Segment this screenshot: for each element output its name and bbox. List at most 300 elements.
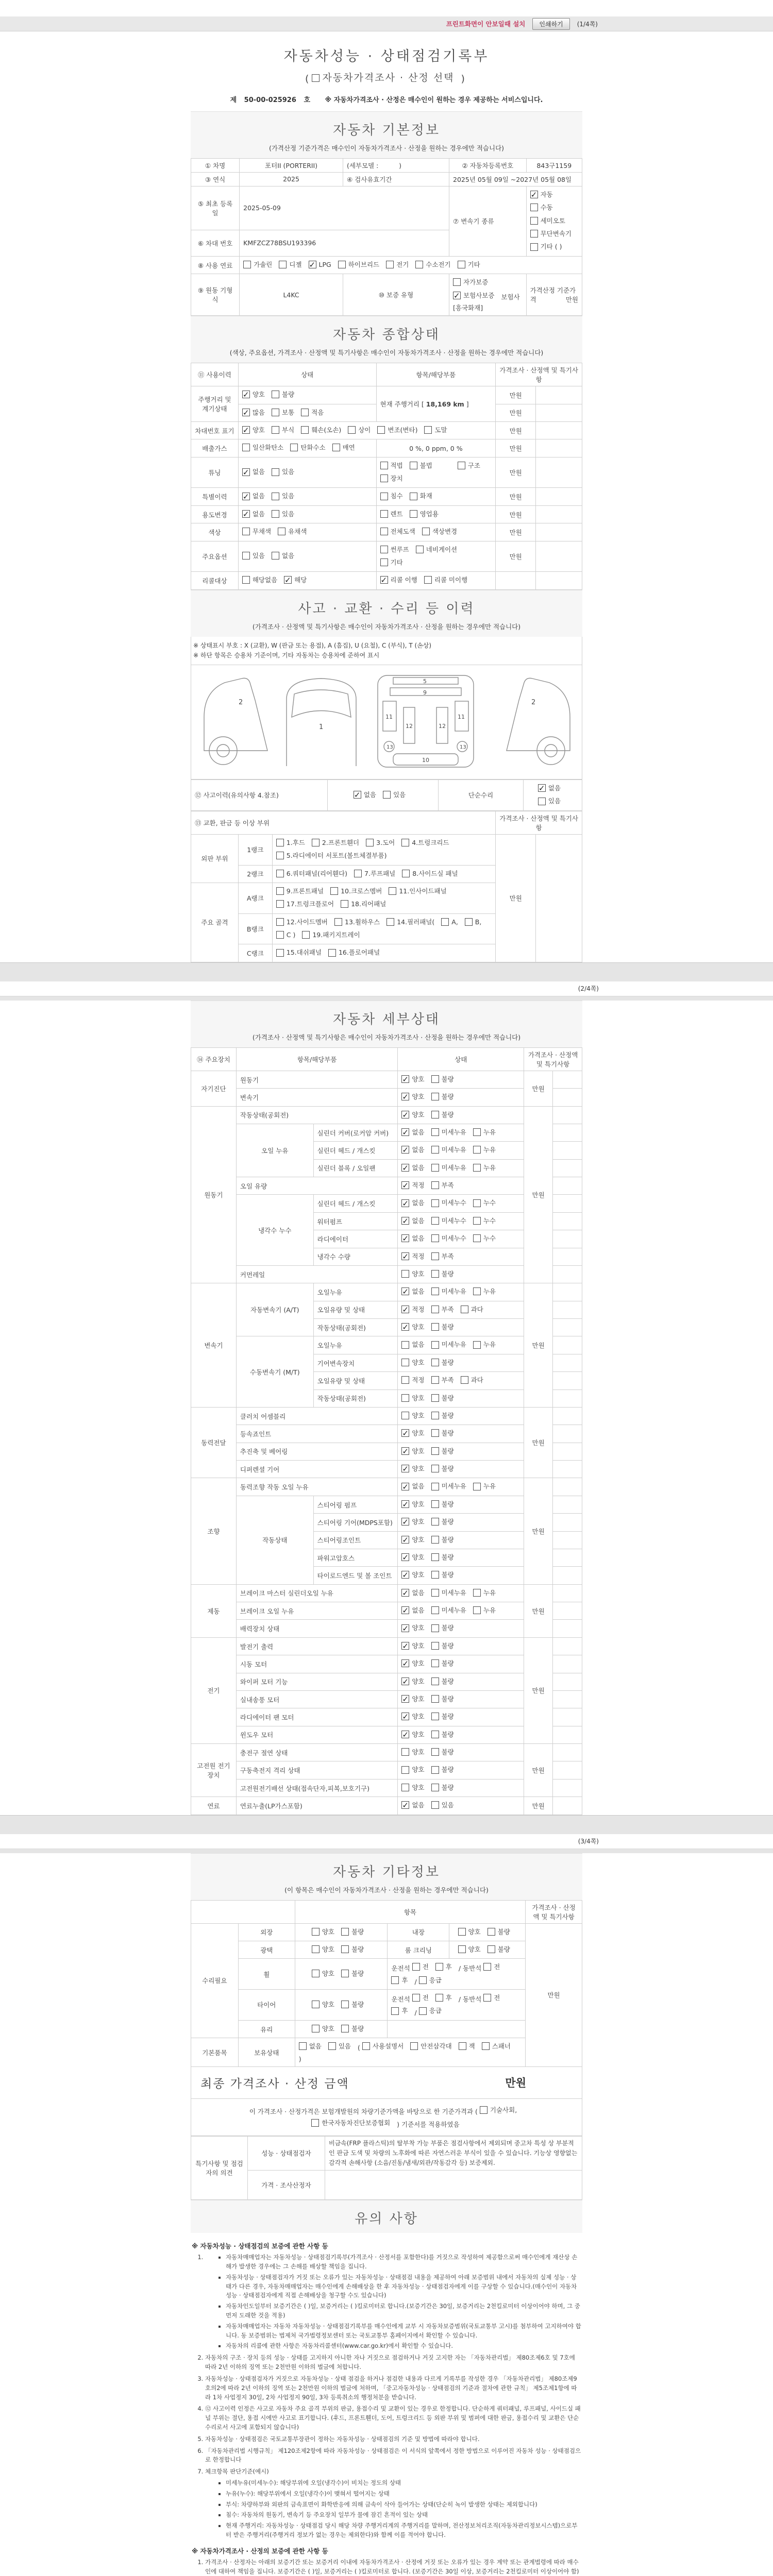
unchecked-checkbox-icon bbox=[312, 74, 320, 82]
row-color: 색상 무채색 유채색 전체도색 색상변경 만원 bbox=[191, 523, 582, 541]
checkbox-option bbox=[401, 1410, 424, 1421]
checkbox-option bbox=[412, 1961, 429, 1972]
state-options bbox=[398, 1195, 524, 1212]
option-label: 양호 bbox=[412, 1535, 425, 1544]
checkbox-option bbox=[431, 1782, 454, 1793]
section-subtitle: (색상, 주요옵션, 가격조사 · 산정액 및 특기사항은 매수인이 자동차가격조사 · 산정을 원하는 경우에만 적습니다) bbox=[229, 349, 544, 357]
option-label: 적음 bbox=[311, 408, 324, 416]
row-usage-change: 용도변경 ✓ 없음 있음 렌트 영업용 만원 bbox=[191, 505, 582, 523]
item-label: 브레이크 오일 누유 bbox=[236, 1602, 398, 1620]
section-detail bbox=[191, 1001, 582, 1047]
option-label: 양호 bbox=[412, 1518, 425, 1526]
checkbox-option bbox=[431, 1393, 454, 1403]
state-options bbox=[398, 1089, 524, 1106]
unchecked-checkbox-icon bbox=[380, 528, 388, 535]
unchecked-checkbox-icon bbox=[383, 791, 391, 799]
state-options bbox=[398, 1407, 524, 1425]
price-unit: 만원 bbox=[524, 1283, 553, 1408]
option-label: 있음 bbox=[282, 492, 295, 500]
option-label: 없음 bbox=[412, 1606, 425, 1615]
checked-checkbox-icon bbox=[309, 261, 316, 268]
section-misc bbox=[191, 1853, 582, 1900]
unchecked-checkbox-icon bbox=[354, 870, 362, 877]
item-label: 동력조향 작동 오일 누유 bbox=[236, 1478, 398, 1496]
option-label: 불량 bbox=[441, 1571, 454, 1579]
option-label: 양호 bbox=[412, 1553, 425, 1561]
unchecked-checkbox-icon bbox=[242, 576, 250, 584]
label-warranty-type: ⑩ 보증 유형 bbox=[343, 274, 449, 316]
inspection-period-value: 2025년 05월 09일 ~2027년 05월 08일 bbox=[449, 172, 582, 186]
unchecked-checkbox-icon bbox=[380, 474, 388, 482]
option-label: 3.도어 bbox=[376, 838, 395, 846]
final-price-label: 최종 가격조사 · 산정 금액 bbox=[200, 2077, 349, 2091]
item-label: 변속기 bbox=[236, 1089, 398, 1106]
unchecked-checkbox-icon bbox=[488, 1945, 495, 1953]
option-label: 양호 bbox=[322, 2000, 335, 2008]
unchecked-checkbox-icon bbox=[431, 1677, 439, 1685]
section-subtitle: (가격조사 · 산정액 및 특기사항은 매수인이 자동차가격조사 · 산정을 원하는 경우에만 적습니다) bbox=[252, 1033, 521, 1041]
checkbox-option bbox=[272, 407, 294, 418]
option-label: 불량 bbox=[441, 1269, 454, 1278]
section-basic-info bbox=[191, 111, 582, 158]
note-item: 5. 자동차성능 · 상태점검은 국토교통부장관이 정하는 자동차성능 · 상태점검의 기준 및 방법에 따라야 합니다. bbox=[205, 2435, 581, 2444]
unchecked-checkbox-icon bbox=[312, 2001, 320, 2008]
svg-text:10: 10 bbox=[422, 757, 429, 764]
option-label: 불량 bbox=[441, 1323, 454, 1331]
detail-row bbox=[191, 1124, 582, 1141]
unchecked-checkbox-icon bbox=[290, 444, 298, 451]
detail-row bbox=[191, 1673, 582, 1690]
page-marker-2: (2/4쪽) bbox=[578, 985, 599, 993]
checkbox-option bbox=[431, 1552, 454, 1563]
option-label: 불법 bbox=[419, 461, 432, 469]
item-label: 윈도우 모터 bbox=[236, 1726, 398, 1743]
unchecked-checkbox-icon bbox=[401, 1341, 409, 1349]
option-label: 불량 bbox=[351, 1970, 364, 1977]
item-label: 실내송풍 모터 bbox=[236, 1690, 398, 1708]
item-label: 배력장치 상태 bbox=[236, 1620, 398, 1637]
option-label: 있음 bbox=[282, 468, 295, 476]
unchecked-checkbox-icon bbox=[473, 1199, 481, 1207]
checked-checkbox-icon bbox=[242, 493, 250, 500]
note-item: ▪ 미세누유(미세누수): 해당부위에 오일(냉각수)이 비치는 정도의 상태 bbox=[226, 2479, 581, 2488]
checkbox-option bbox=[473, 1197, 496, 1208]
price-basis-line bbox=[191, 2099, 582, 2136]
option-label: 많음 bbox=[252, 408, 265, 416]
item-label: 오일유량 및 상태 bbox=[313, 1372, 398, 1389]
option-label: 12.사이드멤버 bbox=[286, 918, 328, 926]
checkbox-option bbox=[431, 1339, 466, 1350]
item-label: 스티어링조인트 bbox=[313, 1531, 398, 1549]
option-label: 누유 bbox=[483, 1287, 496, 1296]
item-label: 작동상태(공회전) bbox=[236, 1106, 398, 1124]
checkbox-option bbox=[272, 490, 294, 501]
detail-row bbox=[191, 1336, 582, 1354]
option-label: 4.트렁크리드 bbox=[412, 838, 449, 846]
option-label: 없음 bbox=[412, 1588, 425, 1597]
state-options bbox=[398, 1443, 524, 1460]
unchecked-checkbox-icon bbox=[482, 2042, 490, 2050]
option-label: 15.대쉬패널 bbox=[286, 948, 322, 957]
unchecked-checkbox-icon bbox=[431, 1234, 439, 1242]
checked-checkbox-icon bbox=[401, 1252, 409, 1260]
option-label: 없음 bbox=[412, 1216, 425, 1225]
unchecked-checkbox-icon bbox=[431, 1111, 439, 1118]
state-code-notes bbox=[191, 637, 582, 665]
checkbox-option bbox=[401, 1499, 424, 1510]
unchecked-checkbox-icon bbox=[431, 1483, 439, 1490]
label-car-name: ① 차명 bbox=[191, 158, 240, 172]
option-label: 가솔린 bbox=[254, 260, 273, 268]
unchecked-checkbox-icon bbox=[341, 1928, 349, 1936]
car-diagram-svg bbox=[191, 668, 583, 774]
option-label: 양호 bbox=[412, 1500, 425, 1508]
checkbox-option bbox=[401, 1233, 424, 1244]
price-unit: 만원 bbox=[524, 1744, 553, 1797]
car-name-value: 포터II (PORTERII) bbox=[240, 158, 343, 172]
checked-checkbox-icon bbox=[401, 1801, 409, 1809]
checkbox-option bbox=[431, 1658, 454, 1669]
option-label: 없음 bbox=[548, 784, 561, 792]
opinion-row-inspector: 특기사항 및 점검자의 의견 성능 · 상태점검자 비금속(FRP 플라스틱)의 탈부착 가능 부품은 점검사항에서 제외되며 중고차 특성 상 부분적인 판금 도색 및 차량의 노후화에 따른 자연스러운 부식이 있을 수 있습니다. 기능상 영향없는 감각적 손해사항 (소음/진동/냄새/외관/작동감각 등) 보증제외. bbox=[191, 2136, 582, 2171]
svg-text:2: 2 bbox=[531, 699, 536, 707]
checkbox-option bbox=[431, 1516, 454, 1527]
checkbox-option bbox=[242, 466, 265, 477]
misc-row-tire: 타이어 양호 불량 운전석 전 후 / 동반석 전 후 / 응급 bbox=[191, 1990, 582, 2021]
svg-text:2: 2 bbox=[239, 699, 243, 707]
option-label: 기술사회, bbox=[490, 2106, 517, 2114]
option-label: 양호 bbox=[412, 1269, 425, 1278]
detail-row bbox=[191, 1797, 582, 1815]
state-options bbox=[398, 1212, 524, 1230]
print-button[interactable]: 인쇄하기 bbox=[532, 18, 569, 30]
option-label: 양호 bbox=[412, 1358, 425, 1366]
state-options bbox=[398, 1779, 524, 1797]
checkbox-option bbox=[482, 2041, 511, 2052]
checked-checkbox-icon bbox=[401, 1483, 409, 1490]
checkbox-option bbox=[276, 917, 328, 927]
section-notes bbox=[191, 2200, 582, 2233]
row-mileage-2: ✓ 많음 보통 적음 만원 bbox=[191, 404, 582, 421]
car-damage-diagram bbox=[191, 665, 582, 779]
option-label: 구조 bbox=[467, 461, 480, 469]
unchecked-checkbox-icon bbox=[401, 1376, 409, 1384]
option-label: 2.프론트휀더 bbox=[322, 838, 360, 846]
unchecked-checkbox-icon bbox=[431, 1536, 439, 1544]
detail-row bbox=[191, 1425, 582, 1443]
checkbox-option bbox=[389, 886, 446, 896]
note-item: ▪ 침수: 자동차의 원동기, 변속기 등 주요장치 일부가 물에 잠긴 흔적이 있는 상태 bbox=[226, 2511, 581, 2520]
inspector-opinion-table bbox=[191, 2136, 582, 2200]
option-label: 양호 bbox=[412, 1465, 425, 1473]
checkbox-option bbox=[341, 1968, 364, 1979]
state-options bbox=[398, 1071, 524, 1088]
checked-checkbox-icon bbox=[401, 1536, 409, 1544]
option-label: 양호 bbox=[322, 1927, 335, 1936]
option-label: 불량 bbox=[497, 1927, 510, 1936]
section-subtitle: (가격산정 기준가격은 매수인이 자동차가격조사 · 산정을 원하는 경우에만 적습니다) bbox=[268, 144, 505, 152]
checkbox-option bbox=[431, 1693, 454, 1704]
option-label: 불량 bbox=[497, 1945, 510, 1953]
option-label: 누유 bbox=[483, 1588, 496, 1597]
option-text: 이 가격조사 · 산정가격은 보험개발원의 차량기준가액을 바탕으로 한 기준가격과 ( bbox=[249, 2107, 478, 2115]
option-label: 매연 bbox=[342, 444, 355, 452]
unchecked-checkbox-icon bbox=[302, 931, 310, 939]
checkbox-option bbox=[380, 460, 403, 471]
row-options: 주요옵션 있음 없음 썬루프 네비게이션 기타 만원 bbox=[191, 541, 582, 572]
unchecked-checkbox-icon bbox=[473, 1217, 481, 1225]
unchecked-checkbox-icon bbox=[341, 2025, 349, 2032]
checkbox-option bbox=[272, 509, 294, 519]
checkbox-option bbox=[276, 837, 305, 848]
state-options bbox=[398, 1389, 524, 1407]
unchecked-checkbox-icon bbox=[276, 918, 284, 926]
option-label: 불량 bbox=[441, 1624, 454, 1632]
option-label: 7.루프패널 bbox=[364, 869, 396, 877]
option-label: 누수 bbox=[483, 1216, 496, 1225]
note-item: 4. ⑫ 사고이력 인정은 사고로 자동차 주요 골격 부위의 판금, 용접수리 및 교환이 있는 경우로 한정합니다. 단순하게 쿼터패널, 루프패널, 사이드실 패널 부위는 절단, 용접 시에만 사고로 표기합니다. (후드, 프론트휀더, 도어, 트렁크리드 등 외판 부위 및 범퍼에 대한 판금, 용접수리 및 교환은 단순수리로서 사고에 포함되지 않습니다) bbox=[205, 2404, 581, 2432]
unchecked-checkbox-icon bbox=[312, 2025, 320, 2032]
checkbox-option bbox=[431, 1268, 454, 1279]
unchecked-checkbox-icon bbox=[272, 552, 279, 560]
final-price-row bbox=[191, 2067, 582, 2099]
checkbox-option bbox=[383, 789, 406, 800]
unchecked-checkbox-icon bbox=[312, 1945, 320, 1953]
option-text: 운전석 bbox=[391, 1964, 410, 1973]
option-label: 1.후드 bbox=[286, 838, 305, 846]
checkbox-option bbox=[401, 1569, 424, 1580]
state-options bbox=[398, 1496, 524, 1513]
unchecked-checkbox-icon bbox=[473, 1146, 481, 1154]
note-sub-list bbox=[226, 2253, 581, 2351]
state-options bbox=[398, 1744, 524, 1761]
checkbox-option bbox=[431, 1357, 454, 1368]
detail-row bbox=[191, 1655, 582, 1673]
unchecked-checkbox-icon bbox=[431, 1589, 439, 1597]
option-label: 6.쿼터패널(리어휀다) bbox=[286, 869, 348, 877]
unchecked-checkbox-icon bbox=[272, 391, 279, 398]
item-label: 구동축전지 격리 상태 bbox=[236, 1761, 398, 1779]
unchecked-checkbox-icon bbox=[312, 1970, 320, 1977]
checked-checkbox-icon bbox=[401, 1642, 409, 1650]
state-options bbox=[398, 1602, 524, 1620]
checkbox-option bbox=[530, 215, 565, 226]
unchecked-checkbox-icon bbox=[276, 839, 284, 846]
device-group-label: 자기진단 bbox=[191, 1071, 237, 1106]
checked-checkbox-icon bbox=[401, 1500, 409, 1508]
option-label: 5.라디에이터 서포트(볼트체결부품) bbox=[286, 852, 387, 860]
checked-checkbox-icon bbox=[242, 391, 250, 398]
option-label: 없음 bbox=[309, 2042, 322, 2050]
unchecked-checkbox-icon bbox=[431, 1748, 439, 1756]
checkbox-option bbox=[435, 1961, 452, 1972]
checked-checkbox-icon bbox=[401, 1518, 409, 1526]
state-options bbox=[398, 1514, 524, 1531]
checkbox-option bbox=[530, 228, 572, 239]
option-label: 썬루프 bbox=[390, 545, 409, 553]
checkbox-option bbox=[380, 473, 403, 484]
accident-flags-table bbox=[191, 779, 582, 811]
checkbox-option bbox=[419, 2005, 442, 2016]
detail-row bbox=[191, 1761, 582, 1779]
option-label: 없음 bbox=[412, 1199, 425, 1207]
unchecked-checkbox-icon bbox=[272, 468, 279, 476]
option-label: 8.사이드실 패널 bbox=[412, 869, 458, 877]
option-label: 양호 bbox=[412, 1659, 425, 1668]
checkbox-option bbox=[431, 1446, 454, 1456]
detail-row bbox=[191, 1602, 582, 1620]
print-toolbar bbox=[0, 16, 773, 31]
unchecked-checkbox-icon bbox=[386, 261, 394, 268]
option-label: 적정 bbox=[412, 1376, 425, 1384]
unchecked-checkbox-icon bbox=[401, 1784, 409, 1791]
unchecked-checkbox-icon bbox=[473, 1589, 481, 1597]
option-label: 적법 bbox=[390, 461, 403, 469]
checkbox-option bbox=[312, 1968, 334, 1979]
unchecked-checkbox-icon bbox=[473, 1128, 481, 1136]
option-label: 없음 bbox=[412, 1234, 425, 1243]
detail-row bbox=[191, 1443, 582, 1460]
item-label: 등속죠인트 bbox=[236, 1425, 398, 1443]
option-label: 불량 bbox=[441, 1358, 454, 1366]
state-options bbox=[398, 1797, 524, 1815]
checkbox-option bbox=[431, 1534, 454, 1545]
checkbox-option bbox=[473, 1605, 496, 1616]
note-item: ▪ 자동차매매업자는 자동차 자동차성능 · 상태점검기록부를 매수인에게 교부 시 자동차보증범위(국토교통부 고시)를 첨부하여 고지하여야 합니다. 동 보증범위는 법제처 국가법령정보센터 또는 국토교통부 홈페이지에서 확인할 수 있습니다. bbox=[226, 2322, 581, 2341]
note-item: ▪ 부식: 차량하부와 외판의 금속표면이 화학반응에 의해 금속이 삭아 들어가는 상태(단순히 녹이 발생한 상태는 제외합니다) bbox=[226, 2500, 581, 2510]
checked-checkbox-icon bbox=[401, 1553, 409, 1561]
unchecked-checkbox-icon bbox=[431, 1181, 439, 1189]
rank-row-B: B랭크 12.사이드멤버 13.휠하우스 14.필러패널( A, B, C ) 19.패키지트레이 bbox=[191, 913, 582, 944]
unchecked-checkbox-icon bbox=[377, 426, 385, 434]
option-text: / 동반석 bbox=[458, 1995, 482, 2004]
option-label: 없음 bbox=[412, 1482, 425, 1490]
row-mileage: 주행거리 및 계기상태 ✓ 양호 불량 현재 주행거리 [ 18,169 km ] 만원 bbox=[191, 386, 582, 404]
unchecked-checkbox-icon bbox=[401, 1748, 409, 1756]
unchecked-checkbox-icon bbox=[380, 558, 388, 566]
unchecked-checkbox-icon bbox=[279, 261, 287, 268]
unchecked-checkbox-icon bbox=[328, 949, 336, 957]
unchecked-checkbox-icon bbox=[431, 1164, 439, 1172]
page-strip bbox=[0, 981, 773, 996]
option-label: 부족 bbox=[441, 1252, 454, 1260]
document-number-line bbox=[191, 94, 582, 104]
detail-row bbox=[191, 1637, 582, 1655]
section-accident-history bbox=[191, 590, 582, 637]
checked-checkbox-icon bbox=[401, 1695, 409, 1703]
option-label: 세미오토 bbox=[540, 216, 565, 225]
option-label: 불량 bbox=[441, 1075, 454, 1083]
state-options bbox=[398, 1142, 524, 1159]
option-label: 리콜 이행 bbox=[390, 576, 417, 584]
checkbox-option bbox=[458, 460, 480, 471]
option-label: 17.트렁크플로어 bbox=[286, 900, 334, 908]
checkbox-option bbox=[473, 1481, 496, 1492]
unchecked-checkbox-icon bbox=[415, 261, 423, 268]
option-label: 양호 bbox=[412, 1624, 425, 1632]
option-label: 누수 bbox=[483, 1234, 496, 1243]
checkbox-option bbox=[401, 1446, 424, 1456]
unchecked-checkbox-icon bbox=[341, 1970, 349, 1977]
option-label: 불량 bbox=[441, 1500, 454, 1508]
checkbox-option bbox=[401, 1534, 424, 1545]
unchecked-checkbox-icon bbox=[530, 230, 538, 238]
rank-row-1: 외판 부위 1랭크 1.후드 2.프론트휀더 3.도어 4.트렁크리드 5.라디에이터 서포트(볼트체결부품) 만원 bbox=[191, 834, 582, 865]
option-label: 누유 bbox=[483, 1146, 496, 1154]
unchecked-checkbox-icon bbox=[272, 493, 279, 500]
checkbox-option bbox=[242, 526, 271, 537]
unchecked-checkbox-icon bbox=[473, 1287, 481, 1295]
checkbox-option bbox=[354, 868, 395, 879]
unchecked-checkbox-icon bbox=[380, 462, 388, 469]
state-options bbox=[398, 1230, 524, 1248]
option-label: 전 bbox=[494, 1963, 500, 1971]
note-item: ▪ 자동차인도일부터 보증기간은 ( )일, 보증거리는 ( )킬로미터로 합니다.(보증기간은 30일, 보증거리는 2천킬로미터 이상이어야 하며, 그 중 먼저 도래한 것을 적용) bbox=[226, 2302, 581, 2320]
state-options bbox=[398, 1620, 524, 1637]
checkbox-option bbox=[473, 1215, 496, 1226]
option-text: ( bbox=[305, 73, 310, 84]
unchecked-checkbox-icon bbox=[276, 870, 284, 877]
option-label: 무채색 bbox=[252, 528, 272, 536]
option-label: 하이브리드 bbox=[348, 260, 380, 268]
option-label: 19.패키지트레이 bbox=[312, 931, 360, 939]
sub-group-label: 작동상태 bbox=[236, 1496, 313, 1584]
detail-row bbox=[191, 1283, 582, 1301]
unchecked-checkbox-icon bbox=[431, 1359, 439, 1366]
state-options bbox=[398, 1549, 524, 1566]
option-label: 자가보증 bbox=[463, 278, 489, 286]
svg-text:9: 9 bbox=[423, 689, 427, 697]
checked-checkbox-icon bbox=[401, 1731, 409, 1738]
sub-group-label: 자동변속기 (A/T) bbox=[236, 1283, 313, 1336]
checkbox-option bbox=[401, 1711, 424, 1722]
sub-group-label: 오일 누유 bbox=[236, 1124, 313, 1177]
checkbox-option bbox=[488, 1944, 510, 1955]
checked-checkbox-icon bbox=[401, 1713, 409, 1720]
checkbox-option bbox=[312, 70, 454, 86]
checkbox-option bbox=[431, 1074, 454, 1084]
unchecked-checkbox-icon bbox=[341, 2001, 349, 2008]
detail-row bbox=[191, 1407, 582, 1425]
unchecked-checkbox-icon bbox=[416, 546, 424, 553]
option-label: 있음 bbox=[282, 510, 295, 518]
device-group-label: 제동 bbox=[191, 1584, 237, 1637]
checkbox-option bbox=[348, 425, 371, 435]
checkbox-option bbox=[441, 917, 458, 927]
option-label: 한국자동차진단보증협회 bbox=[322, 2119, 391, 2127]
option-label: 수소전기 bbox=[426, 260, 451, 268]
unchecked-checkbox-icon bbox=[401, 1766, 409, 1774]
option-label: 미세누유 bbox=[441, 1128, 466, 1136]
unchecked-checkbox-icon bbox=[431, 1412, 439, 1419]
option-label: 18.리어패널 bbox=[351, 900, 386, 908]
checkbox-option bbox=[431, 1711, 454, 1722]
checked-checkbox-icon bbox=[401, 1234, 409, 1242]
accident-options bbox=[328, 780, 439, 811]
notes-block bbox=[191, 2233, 582, 2576]
checkbox-option bbox=[334, 917, 380, 927]
option-label: 불량 bbox=[441, 1465, 454, 1473]
checkbox-option bbox=[530, 241, 562, 252]
option-label: 상이 bbox=[358, 426, 371, 434]
misc-row-glass: 유리 양호 불량 bbox=[191, 2020, 582, 2038]
unchecked-checkbox-icon bbox=[431, 1801, 439, 1809]
checkbox-option bbox=[410, 2041, 451, 2052]
unchecked-checkbox-icon bbox=[431, 1394, 439, 1402]
state-options bbox=[398, 1655, 524, 1673]
section-comprehensive bbox=[191, 316, 582, 363]
checkbox-option bbox=[401, 1109, 424, 1120]
